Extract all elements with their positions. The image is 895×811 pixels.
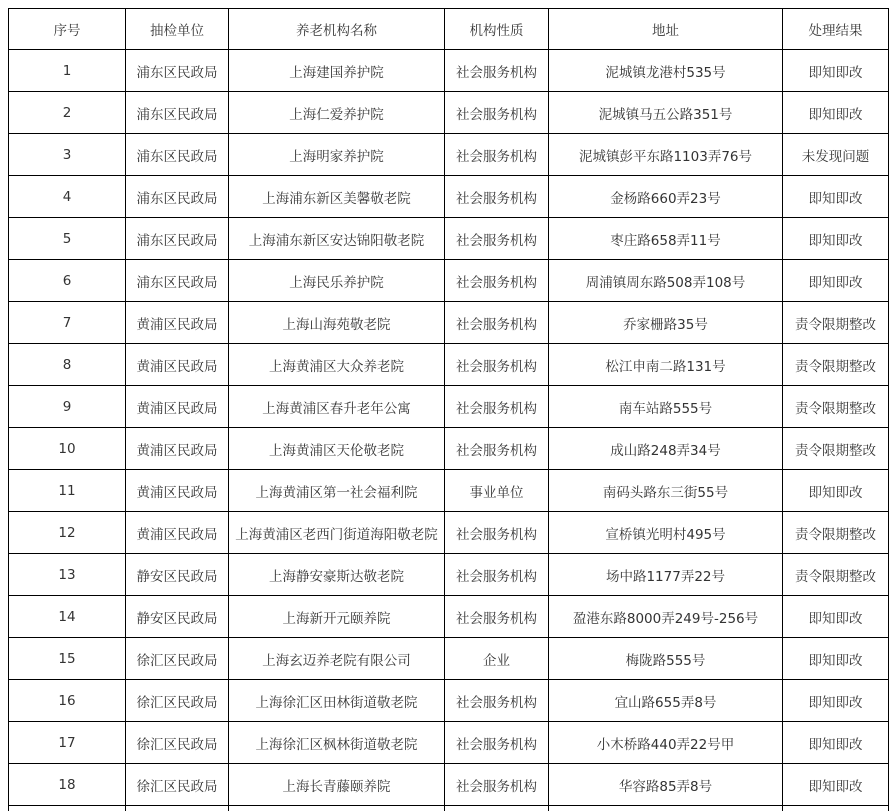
- cell-result: [783, 806, 889, 811]
- table-row: [9, 680, 889, 722]
- cell-institution-type: 事业单位: [445, 470, 549, 512]
- cell-institution-name: 上海黄浦区老西门街道海阳敬老院: [229, 512, 445, 554]
- cell-address: 泥城镇龙港村535号: [549, 50, 783, 92]
- cell-result: 即知即改: [783, 176, 889, 218]
- cell-inspection-unit: 浦东区民政局: [126, 176, 229, 218]
- cell-inspection-unit: 黄浦区民政局: [126, 344, 229, 386]
- cell-serial-number: 5: [9, 218, 126, 260]
- cell-inspection-unit: 黄浦区民政局: [126, 428, 229, 470]
- cell-serial-number: 18: [9, 764, 126, 806]
- table-body: [9, 50, 889, 811]
- cell-institution-type: 社会服务机构: [445, 92, 549, 134]
- cell-serial-number: 3: [9, 134, 126, 176]
- cell-result: 责令限期整改: [783, 344, 889, 386]
- cell-serial-number: 1: [9, 50, 126, 92]
- cell-institution-name: 上海民乐养护院: [229, 260, 445, 302]
- cell-serial-number: 13: [9, 554, 126, 596]
- cell-institution-name: [229, 806, 445, 811]
- cell-inspection-unit: 浦东区民政局: [126, 260, 229, 302]
- cell-institution-type: 社会服务机构: [445, 386, 549, 428]
- cell-institution-name: 上海黄浦区春升老年公寓: [229, 386, 445, 428]
- cell-institution-name: 上海黄浦区天伦敬老院: [229, 428, 445, 470]
- cell-institution-name: 上海新开元颐养院: [229, 596, 445, 638]
- table-row: [9, 302, 889, 344]
- cell-result: 即知即改: [783, 260, 889, 302]
- cell-result: 未发现问题: [783, 134, 889, 176]
- cell-institution-name: 上海浦东新区安达锦阳敬老院: [229, 218, 445, 260]
- cell-inspection-unit: 浦东区民政局: [126, 50, 229, 92]
- cell-inspection-unit: 徐汇区民政局: [126, 680, 229, 722]
- header-address: 地址: [549, 9, 783, 50]
- cell-serial-number: 7: [9, 302, 126, 344]
- cell-address: 金杨路660弄23号: [549, 176, 783, 218]
- table-row: [9, 344, 889, 386]
- cell-institution-type: 社会服务机构: [445, 512, 549, 554]
- header-serial-number: 序号: [9, 9, 126, 50]
- cell-institution-type: 社会服务机构: [445, 764, 549, 806]
- cell-institution-type: 社会服务机构: [445, 260, 549, 302]
- cell-address: 华容路85弄8号: [549, 764, 783, 806]
- table-row: [9, 50, 889, 92]
- cell-result: 即知即改: [783, 764, 889, 806]
- cell-institution-type: 社会服务机构: [445, 554, 549, 596]
- cell-inspection-unit: 黄浦区民政局: [126, 302, 229, 344]
- cell-address: 乔家栅路35号: [549, 302, 783, 344]
- cell-institution-type: 社会服务机构: [445, 722, 549, 764]
- table-row: [9, 176, 889, 218]
- cell-institution-type: 企业: [445, 638, 549, 680]
- table-row: [9, 554, 889, 596]
- cell-result: 责令限期整改: [783, 386, 889, 428]
- cell-institution-name: 上海仁爱养护院: [229, 92, 445, 134]
- cell-serial-number: 10: [9, 428, 126, 470]
- cell-address: 场中路1177弄22号: [549, 554, 783, 596]
- cell-serial-number: 8: [9, 344, 126, 386]
- cell-institution-name: 上海黄浦区第一社会福利院: [229, 470, 445, 512]
- cell-institution-name: 上海黄浦区大众养老院: [229, 344, 445, 386]
- inspection-results-table: [8, 8, 889, 811]
- cell-institution-type: 社会服务机构: [445, 50, 549, 92]
- cell-institution-type: 社会服务机构: [445, 344, 549, 386]
- table-row: [9, 92, 889, 134]
- cell-result: 即知即改: [783, 218, 889, 260]
- header-inspection-unit: 抽检单位: [126, 9, 229, 50]
- cell-result: 即知即改: [783, 680, 889, 722]
- cell-inspection-unit: 静安区民政局: [126, 596, 229, 638]
- cell-serial-number: 17: [9, 722, 126, 764]
- cell-serial-number: 4: [9, 176, 126, 218]
- cell-serial-number: 2: [9, 92, 126, 134]
- cell-serial-number: [9, 806, 126, 811]
- cell-inspection-unit: 徐汇区民政局: [126, 722, 229, 764]
- cell-address: 宜山路655弄8号: [549, 680, 783, 722]
- table-row: [9, 470, 889, 512]
- cell-institution-name: 上海静安豪斯达敬老院: [229, 554, 445, 596]
- cell-result: 即知即改: [783, 92, 889, 134]
- cell-serial-number: 6: [9, 260, 126, 302]
- cell-institution-type: 社会服务机构: [445, 428, 549, 470]
- cell-inspection-unit: [126, 806, 229, 811]
- cell-institution-type: [445, 806, 549, 811]
- cell-address: 周浦镇周东路508弄108号: [549, 260, 783, 302]
- cell-address: 南车站路555号: [549, 386, 783, 428]
- cell-address: 枣庄路658弄11号: [549, 218, 783, 260]
- cell-inspection-unit: 黄浦区民政局: [126, 470, 229, 512]
- cell-address: 南码头路东三街55号: [549, 470, 783, 512]
- cell-inspection-unit: 浦东区民政局: [126, 92, 229, 134]
- cell-inspection-unit: 徐汇区民政局: [126, 638, 229, 680]
- cell-institution-name: 上海长青藤颐养院: [229, 764, 445, 806]
- cell-institution-type: 社会服务机构: [445, 218, 549, 260]
- cell-address: 宣桥镇光明村495号: [549, 512, 783, 554]
- table-row: [9, 428, 889, 470]
- cell-address: 泥城镇马五公路351号: [549, 92, 783, 134]
- cell-institution-type: 社会服务机构: [445, 302, 549, 344]
- cell-serial-number: 15: [9, 638, 126, 680]
- cell-address: 松江申南二路131号: [549, 344, 783, 386]
- cell-result: 责令限期整改: [783, 512, 889, 554]
- cell-institution-type: 社会服务机构: [445, 680, 549, 722]
- table-row: [9, 764, 889, 806]
- cell-institution-name: 上海明家养护院: [229, 134, 445, 176]
- table-row: [9, 512, 889, 554]
- cell-address: [549, 806, 783, 811]
- cell-inspection-unit: 静安区民政局: [126, 554, 229, 596]
- cell-address: 泥城镇彭平东路1103弄76号: [549, 134, 783, 176]
- cell-institution-type: 社会服务机构: [445, 134, 549, 176]
- table-row: [9, 260, 889, 302]
- cell-inspection-unit: 浦东区民政局: [126, 218, 229, 260]
- cell-result: 责令限期整改: [783, 428, 889, 470]
- cell-result: 即知即改: [783, 50, 889, 92]
- cell-result: 即知即改: [783, 596, 889, 638]
- cell-institution-name: 上海玄迈养老院有限公司: [229, 638, 445, 680]
- cell-serial-number: 12: [9, 512, 126, 554]
- table-row: [9, 638, 889, 680]
- table-row: [9, 218, 889, 260]
- header-institution-name: 养老机构名称: [229, 9, 445, 50]
- table-header-row: [9, 9, 889, 50]
- cell-institution-type: 社会服务机构: [445, 596, 549, 638]
- table-row: [9, 386, 889, 428]
- table-row: [9, 596, 889, 638]
- cell-serial-number: 9: [9, 386, 126, 428]
- cell-institution-name: 上海建国养护院: [229, 50, 445, 92]
- cell-address: 小木桥路440弄22号甲: [549, 722, 783, 764]
- cell-result: 即知即改: [783, 722, 889, 764]
- cell-address: 成山路248弄34号: [549, 428, 783, 470]
- cell-result: 责令限期整改: [783, 302, 889, 344]
- cell-serial-number: 16: [9, 680, 126, 722]
- cell-institution-name: 上海浦东新区美馨敬老院: [229, 176, 445, 218]
- cell-institution-name: 上海山海苑敬老院: [229, 302, 445, 344]
- cell-result: 即知即改: [783, 470, 889, 512]
- cell-result: 即知即改: [783, 638, 889, 680]
- table-row: [9, 806, 889, 811]
- header-result: 处理结果: [783, 9, 889, 50]
- cell-result: 责令限期整改: [783, 554, 889, 596]
- cell-serial-number: 11: [9, 470, 126, 512]
- cell-inspection-unit: 黄浦区民政局: [126, 512, 229, 554]
- cell-inspection-unit: 黄浦区民政局: [126, 386, 229, 428]
- cell-address: 盈港东路8000弄249号-256号: [549, 596, 783, 638]
- header-institution-type: 机构性质: [445, 9, 549, 50]
- cell-address: 梅陇路555号: [549, 638, 783, 680]
- inspection-results-table-container: [8, 8, 889, 811]
- cell-serial-number: 14: [9, 596, 126, 638]
- cell-institution-name: 上海徐汇区田林街道敬老院: [229, 680, 445, 722]
- cell-institution-type: 社会服务机构: [445, 176, 549, 218]
- table-row: [9, 722, 889, 764]
- table-row: [9, 134, 889, 176]
- cell-inspection-unit: 浦东区民政局: [126, 134, 229, 176]
- cell-institution-name: 上海徐汇区枫林街道敬老院: [229, 722, 445, 764]
- cell-inspection-unit: 徐汇区民政局: [126, 764, 229, 806]
